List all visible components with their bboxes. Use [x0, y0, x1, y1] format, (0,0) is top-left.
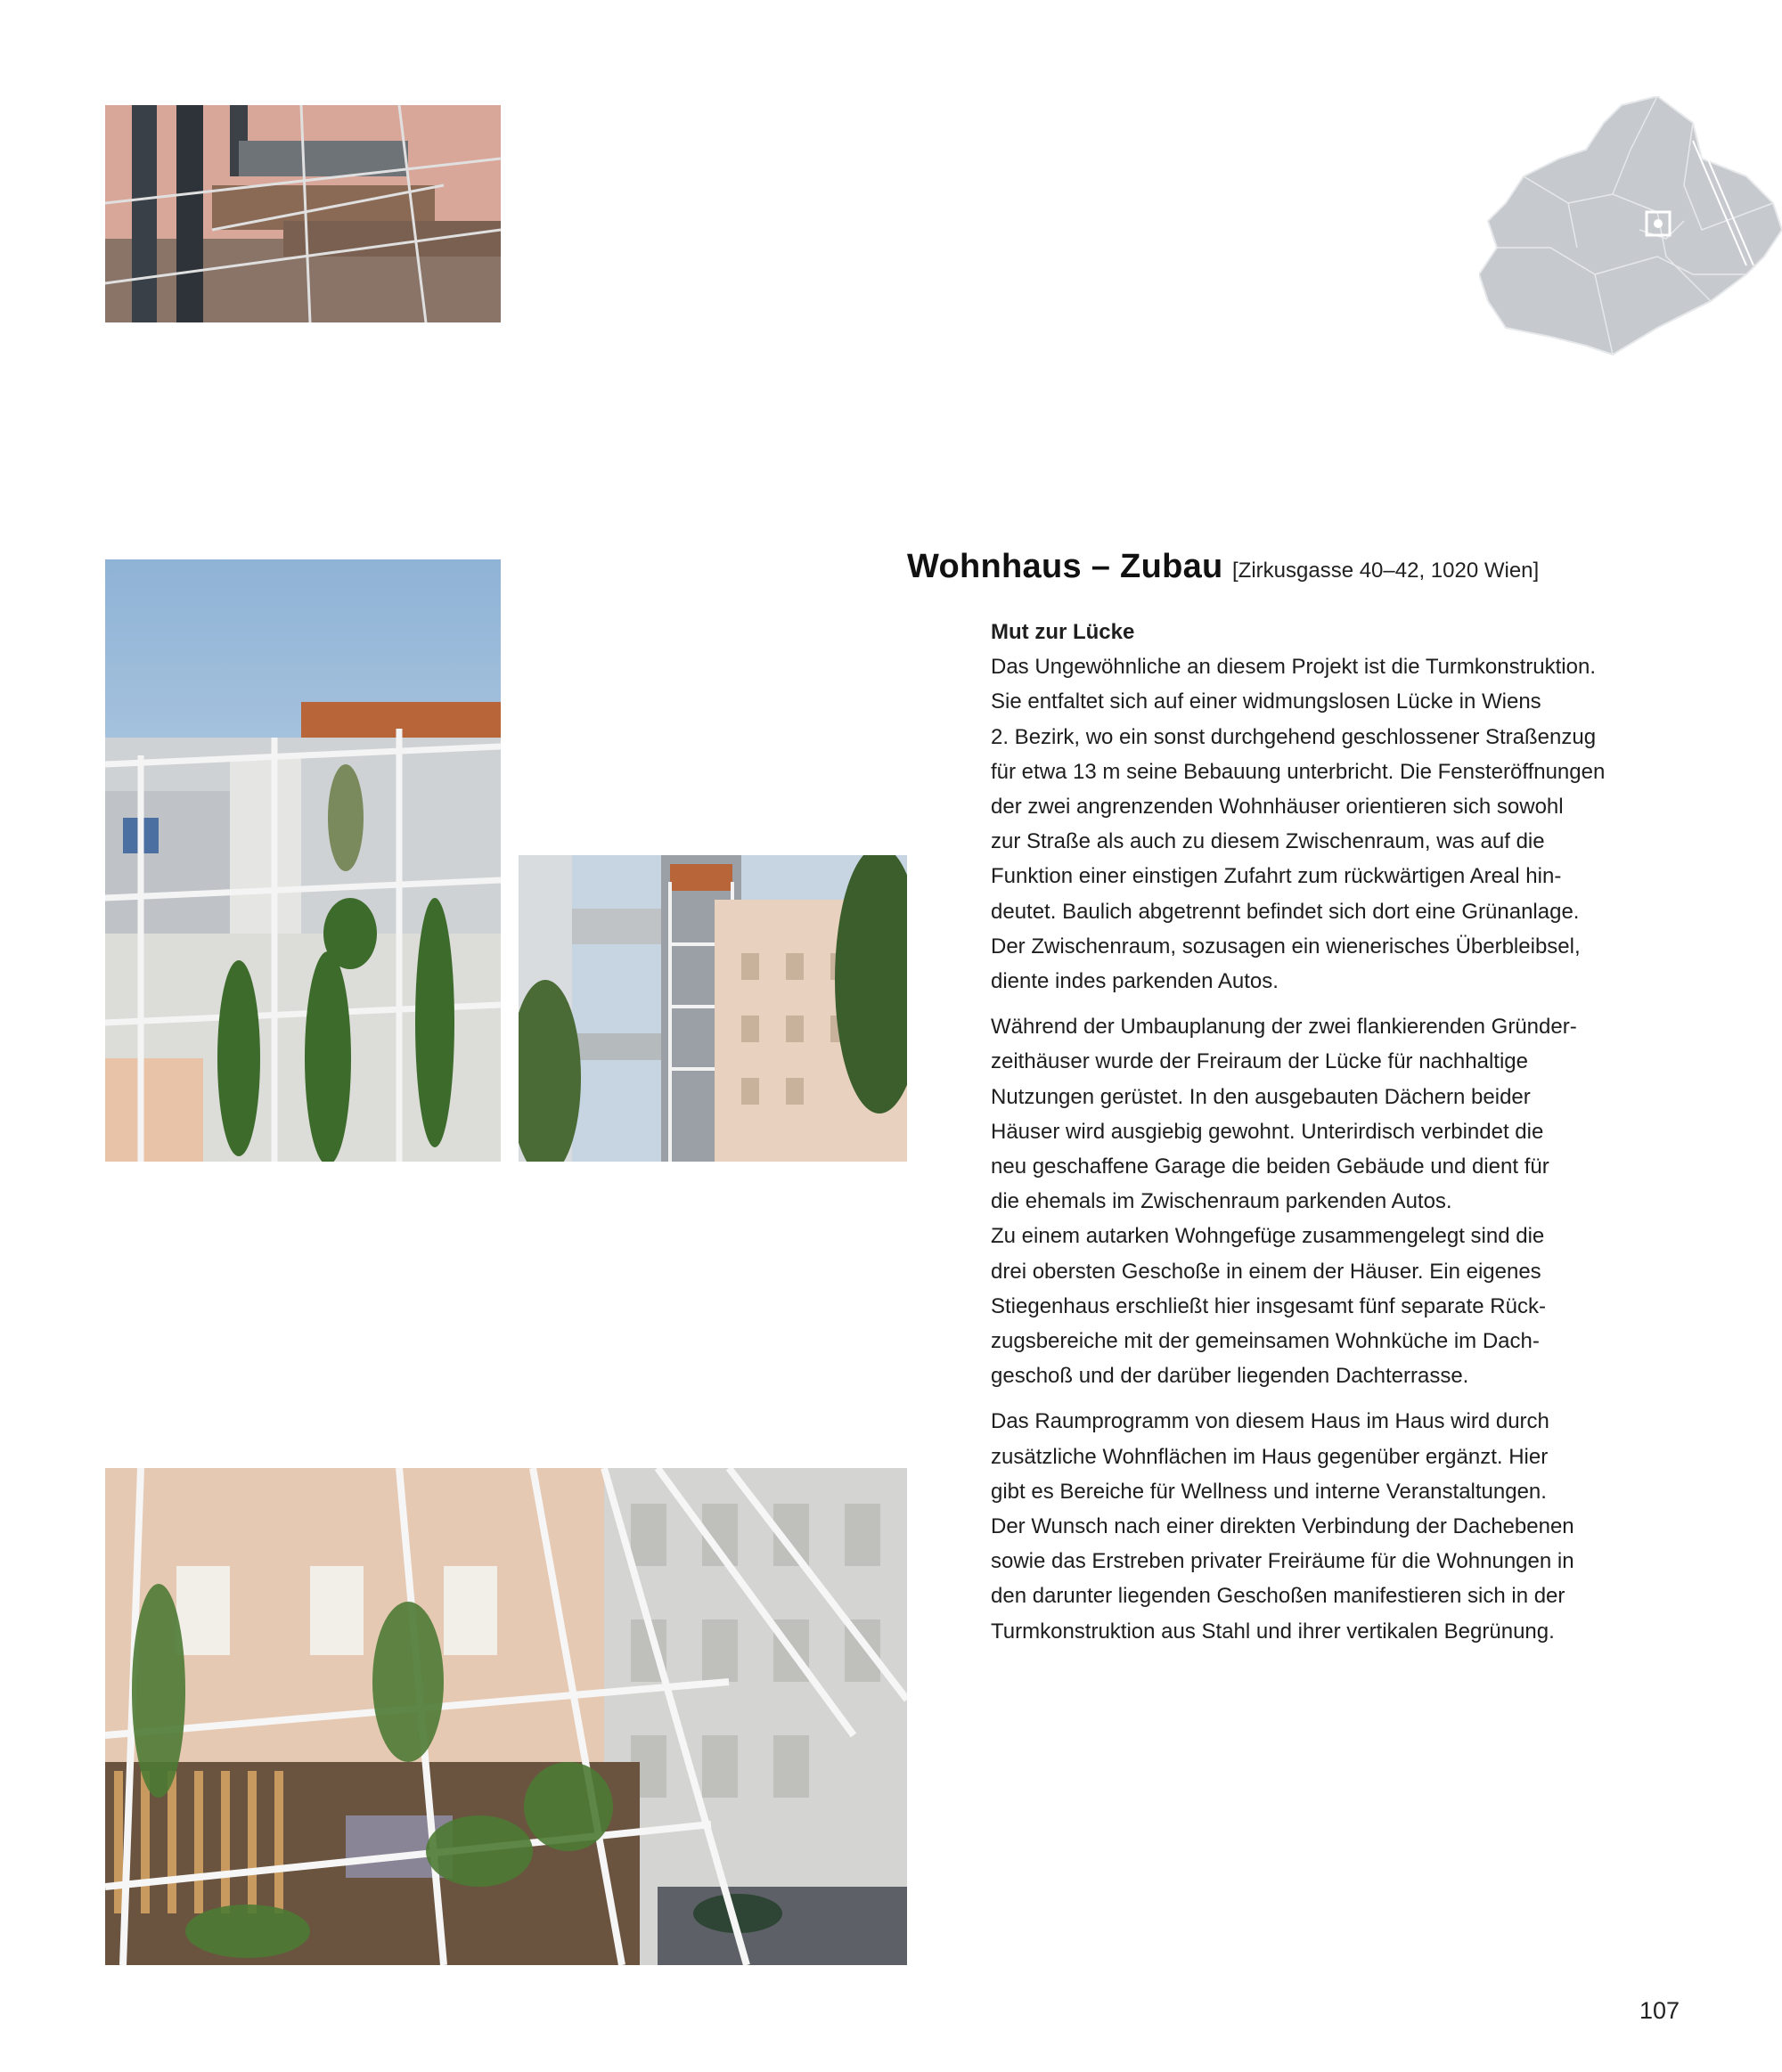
page-number: 107	[1639, 1997, 1680, 2024]
article-address: [Zirkusgasse 40–42, 1020 Wien]	[1232, 559, 1540, 583]
vienna-district-map	[1479, 96, 1782, 360]
article-paragraph: Das Ungewöhnliche an diesem Projekt ist die Turmkonstruktion. Sie entfaltet sich auf einer widmungslosen Lücke in Wiens 2. Bezirk, wo ein sonst durchgehend geschlossener Straßenzug für etwa 13 m seine Bebauung unterbricht. Die Fensteröffnungen der zwei angrenzenden Wohnhäuser orientieren sich sowohl zur Straße als auch zu diesem Zwischenraum, was auf die Funktion einer einstigen Zufahrt zum rückwärtigen Areal hin- deutet. Baulich abgetrennt befindet sich dort eine Grünanlage. Der Zwischenraum, sozusagen ein wienerisches Überbleibsel, diente indes parkenden Autos.	[991, 655, 1606, 994]
article-paragraph: Das Raumprogramm von diesem Haus im Haus wird durch zusätzliche Wohnflächen im Haus gegenüber ergänzt. Hier gibt es Bereiche für Wellness und interne Veranstaltungen. Der Wunsch nach einer direkten Verbindung der Dachebenen sowie das Erstreben privater Freiräume für die Wohnungen in den darunter liegenden Geschoßen manifestieren sich in der Turmkonstruktion aus Stahl und ihrer vertikalen Begrünung.	[991, 1409, 1574, 1644]
photo-balconies-top-view	[105, 1468, 907, 1965]
article-subhead: Mut zur Lücke	[991, 620, 1135, 644]
photo-tower-between-buildings	[519, 855, 907, 1162]
article-paragraph: Während der Umbauplanung der zwei flankierenden Gründer- zeithäuser wurde der Freiraum der Lücke für nachhaltige Nutzungen gerüstet. In den ausgebauten Dächern beider Häuser wird ausgiebig gewohnt. Unterirdisch verbindet die neu geschaffene Garage die beiden Gebäude und dient für die ehemals im Zwischenraum parkenden Autos. Zu einem autarken Wohngefüge zusammengelegt sind die drei obersten Geschoße in einem der Häuser. Ein eigenes Stiegenhaus erschließt hier insgesamt fünf separate Rück- zugsbereiche mit der gemeinsamen Wohnküche im Dach- geschoß und der darüber liegenden Dachterrasse.	[991, 1015, 1577, 1389]
article-body	[991, 615, 1695, 1660]
photo-steel-tower-from-below	[105, 105, 501, 322]
article-heading	[907, 548, 1762, 586]
article-title: Wohnhaus – Zubau	[907, 548, 1223, 585]
photo-tower-terraces-with-plants	[105, 559, 501, 1162]
